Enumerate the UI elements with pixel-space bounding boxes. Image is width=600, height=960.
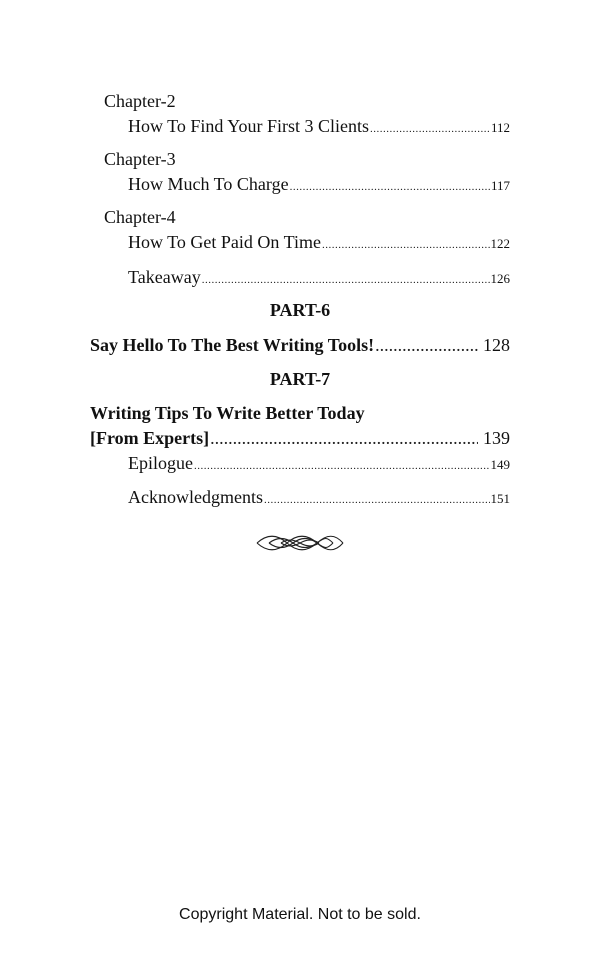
toc-entry-get-paid-on-time[interactable] [128, 232, 510, 255]
dot-leader [290, 177, 490, 197]
toc-entry-writing-tips[interactable] [90, 428, 510, 448]
dot-leader [322, 235, 490, 255]
toc-page-number: 128 [483, 335, 510, 355]
dot-leader [202, 270, 490, 290]
toc-entry-title: Acknowledgments [128, 487, 263, 507]
toc-entry-how-much-to-charge[interactable] [128, 174, 510, 197]
toc-page-number: 112 [490, 120, 510, 135]
toc-entry-title: Takeaway [128, 267, 201, 287]
dot-leader [264, 490, 490, 510]
toc-entry-title-line1: Writing Tips To Write Better Today [90, 403, 365, 423]
toc-entry-title: How Much To Charge [128, 174, 289, 194]
toc-page-number: 139 [483, 428, 510, 448]
chapter-4-label: Chapter-4 [104, 207, 176, 227]
toc-page-number: 122 [490, 236, 510, 251]
toc-entry-title: Epilogue [128, 453, 193, 473]
copyright-footer: Copyright Material. Not to be sold. [179, 906, 421, 923]
toc-entry-best-writing-tools[interactable] [90, 335, 510, 355]
toc-entry-title: Say Hello To The Best Writing Tools! [90, 335, 375, 355]
toc-entry-title-line2: [From Experts] [90, 428, 210, 448]
toc-entry-title: How To Get Paid On Time [128, 232, 321, 252]
dot-leader [210, 428, 478, 448]
toc-entry-acknowledgments[interactable] [128, 487, 510, 510]
toc-entry-takeaway[interactable] [128, 267, 510, 290]
dot-leader [375, 335, 478, 355]
chapter-3-label: Chapter-3 [104, 149, 176, 169]
toc-page-number: 126 [490, 271, 510, 286]
flourish-divider-icon [255, 532, 345, 554]
part-6-heading: PART-6 [269, 300, 331, 320]
toc-entry-epilogue[interactable] [128, 453, 510, 476]
part-7-heading: PART-7 [269, 369, 331, 389]
chapter-2-label: Chapter-2 [104, 91, 176, 111]
dot-leader [370, 119, 490, 139]
toc-page-number: 117 [490, 178, 510, 193]
toc-entry-first-clients[interactable] [128, 116, 510, 139]
toc-entry-title: How To Find Your First 3 Clients [128, 116, 369, 136]
toc-page-number: 151 [490, 491, 510, 506]
toc-page-number: 149 [490, 457, 510, 472]
dot-leader [194, 456, 490, 476]
